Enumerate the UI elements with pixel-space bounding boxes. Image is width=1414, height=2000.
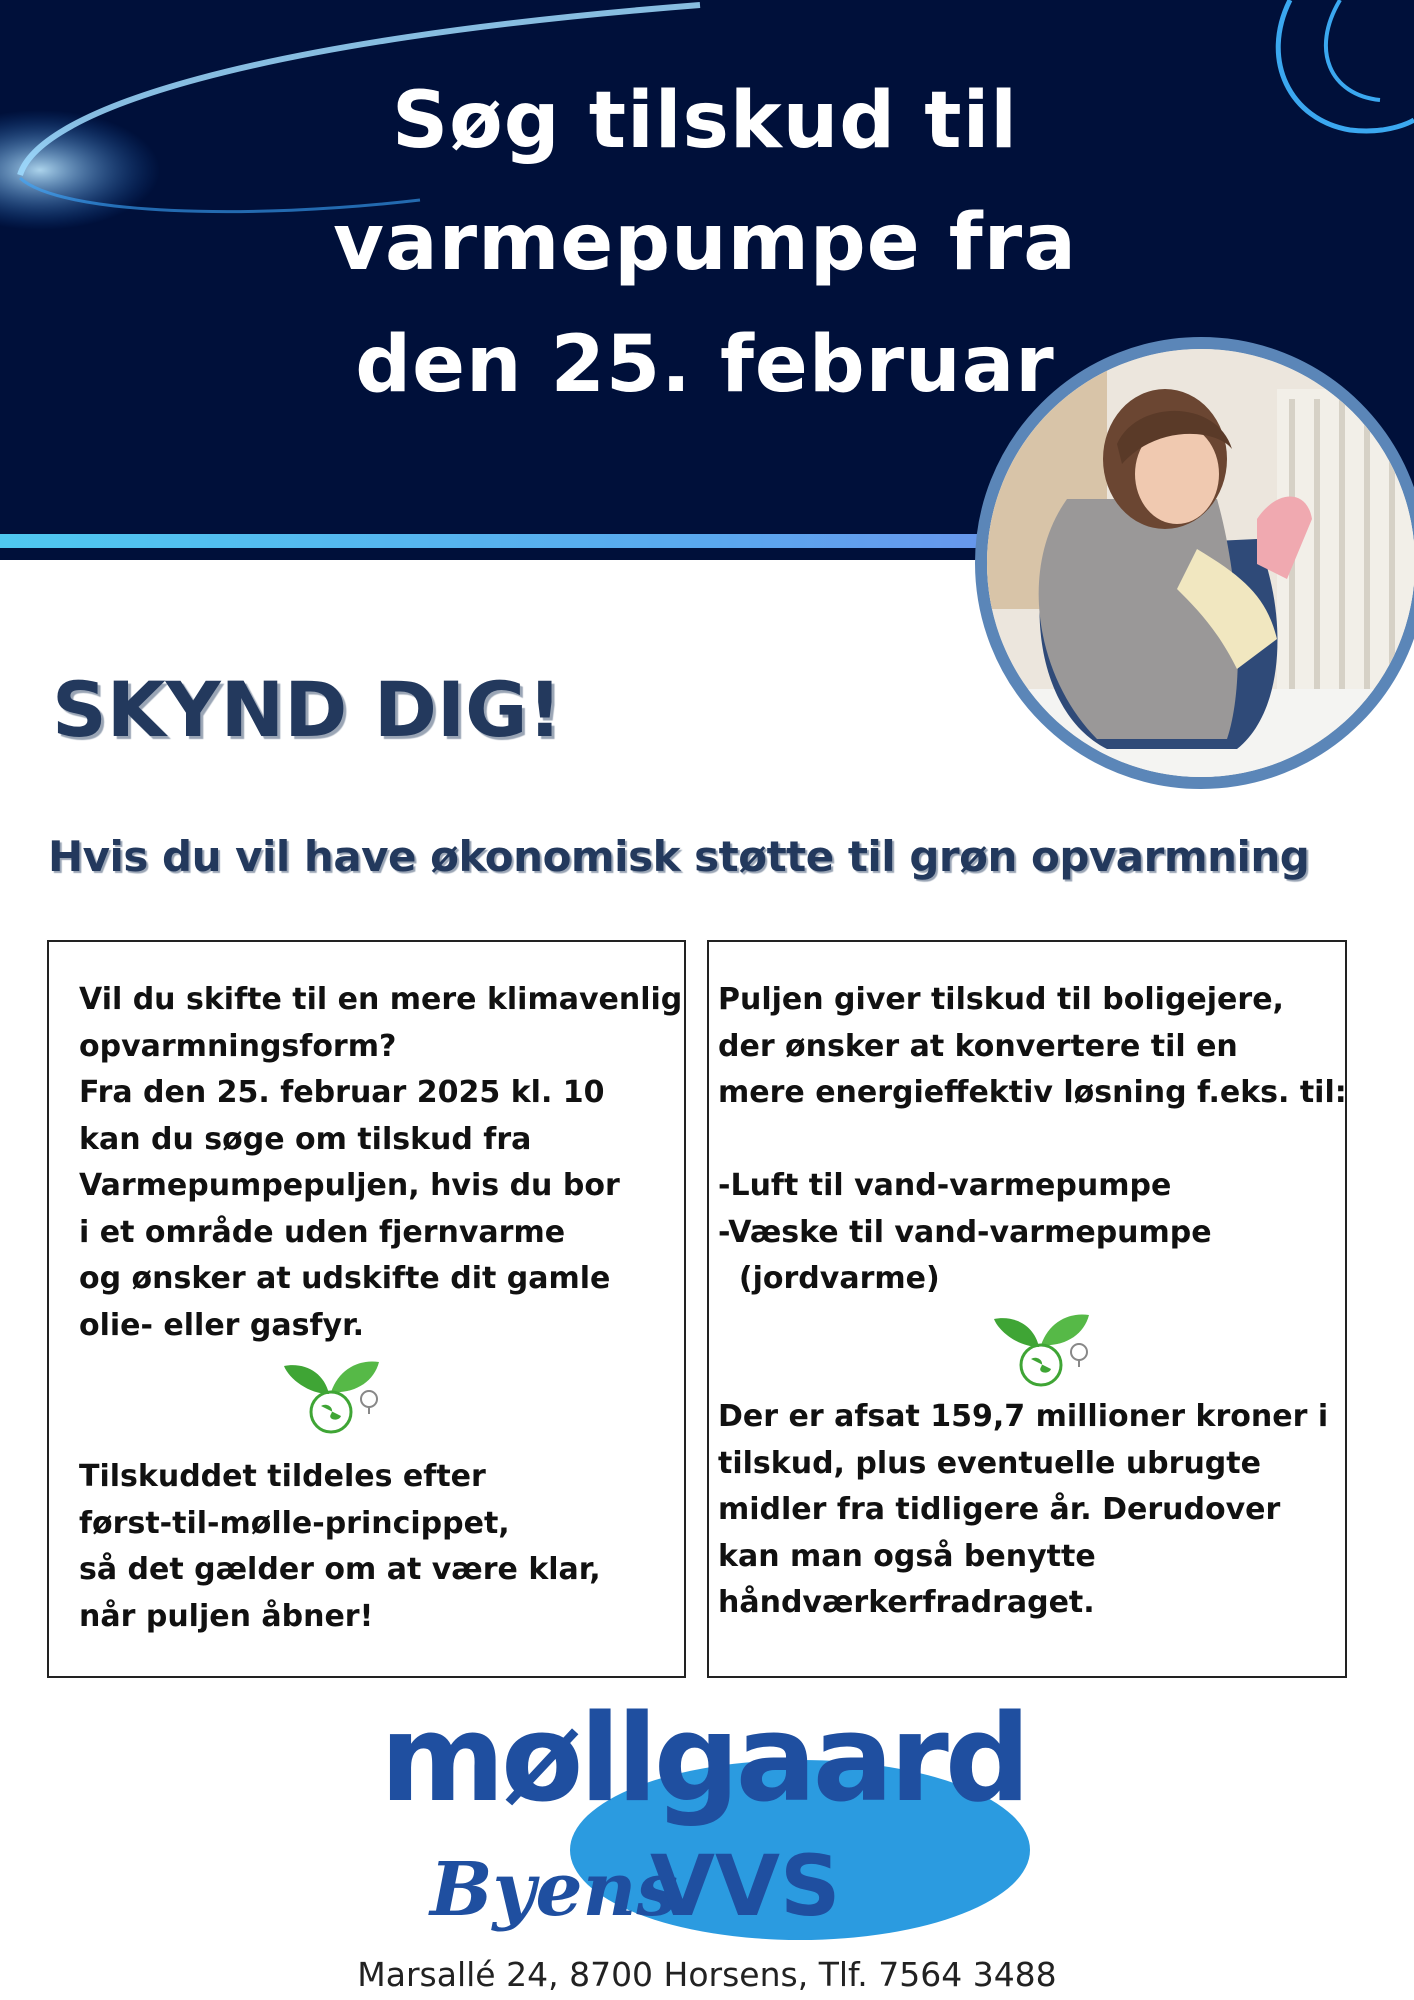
text-line: midler fra tidligere år. Derudover bbox=[718, 1492, 1281, 1527]
text-line: Der er afsat 159,7 millioner kroner i bbox=[718, 1399, 1329, 1434]
text-line: kan du søge om tilskud fra bbox=[79, 1121, 532, 1157]
text-line: opvarmningsform? bbox=[79, 1028, 397, 1064]
text-line: Tilskuddet tildeles efter bbox=[79, 1459, 486, 1494]
text-line: tilskud, plus eventuelle ubrugte bbox=[718, 1445, 1261, 1481]
photo-cold-woman bbox=[975, 337, 1414, 789]
list-item: -Væske til vand-varmepumpe bbox=[718, 1214, 1212, 1250]
text-line: så det gælder om at være klar, bbox=[79, 1552, 601, 1587]
list-item: (jordvarme) bbox=[718, 1261, 940, 1296]
right-options-list bbox=[718, 1163, 1212, 1303]
eco-leaf-globe-icon bbox=[279, 1354, 389, 1434]
text-line: når puljen åbner! bbox=[79, 1598, 374, 1634]
eco-leaf-globe-icon bbox=[989, 1307, 1099, 1387]
info-box-right bbox=[707, 940, 1347, 1678]
subheadline: Hvis du vil have økonomisk støtte til grøn opvarmning bbox=[48, 832, 1310, 881]
headline: SKYND DIG! bbox=[52, 665, 563, 754]
info-box-left bbox=[47, 940, 686, 1678]
list-item: -Luft til vand-varmepumpe bbox=[718, 1168, 1172, 1203]
text-line: olie- eller gasfyr. bbox=[79, 1307, 365, 1343]
logo-brand: møllgaard bbox=[380, 1700, 1027, 1829]
title-line-3: den 25. februar bbox=[355, 320, 1055, 410]
text-line: Varmepumpepuljen, hvis du bor bbox=[79, 1168, 620, 1203]
company-logo bbox=[380, 1700, 1060, 1940]
logo-tagline-bold: VVS bbox=[650, 1837, 841, 1935]
title-line-1: Søg tilskud til bbox=[391, 76, 1019, 166]
left-paragraph-1 bbox=[79, 977, 682, 1349]
title-line-2: varmepumpe fra bbox=[333, 198, 1077, 288]
woman-illustration bbox=[987, 349, 1414, 777]
text-line: mere energieffektiv løsning f.eks. til: bbox=[718, 1075, 1347, 1110]
footer-address: Marsallé 24, 8700 Horsens, Tlf. 7564 3488 bbox=[357, 1955, 1057, 1994]
text-line: Fra den 25. februar 2025 kl. 10 bbox=[79, 1075, 605, 1110]
right-paragraph-2 bbox=[718, 1394, 1328, 1627]
logo-tagline-script: Byens bbox=[430, 1847, 679, 1933]
text-line: der ønsker at konvertere til en bbox=[718, 1028, 1238, 1064]
text-line: Vil du skifte til en mere klimavenlig bbox=[79, 982, 683, 1017]
page-title bbox=[300, 60, 1110, 426]
text-line: og ønsker at udskifte dit gamle bbox=[79, 1261, 611, 1296]
text-line: først-til-mølle-princippet, bbox=[79, 1505, 510, 1541]
right-paragraph-1 bbox=[718, 977, 1347, 1117]
text-line: i et område uden fjernvarme bbox=[79, 1214, 566, 1250]
left-paragraph-2 bbox=[79, 1454, 601, 1640]
text-line: kan man også benytte bbox=[718, 1538, 1096, 1574]
text-line: håndværkerfradraget. bbox=[718, 1585, 1095, 1620]
text-line: Puljen giver tilskud til boligejere, bbox=[718, 982, 1284, 1017]
